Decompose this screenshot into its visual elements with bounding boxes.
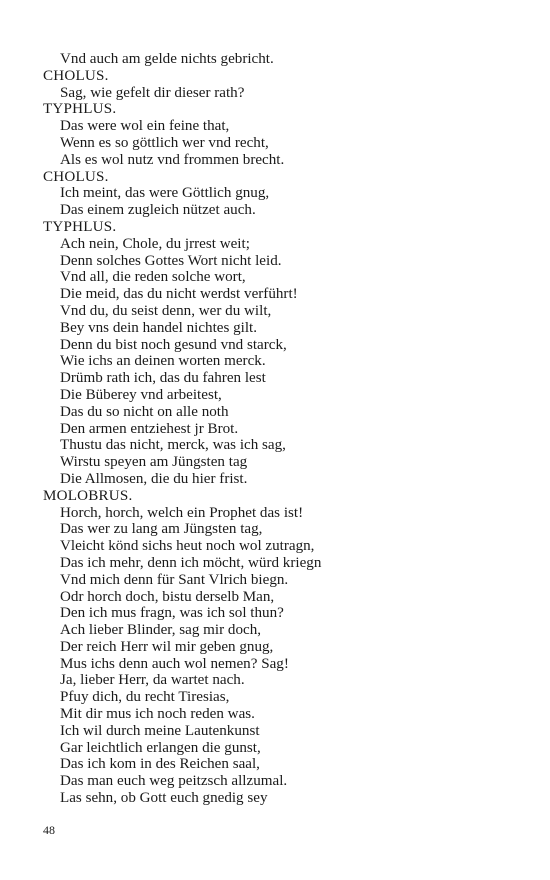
speaker-name: TYPHLUS.: [43, 101, 117, 118]
verse-line: Pfuy dich, du recht Tiresias,: [60, 689, 230, 706]
speaker-name: TYPHLUS.: [43, 218, 117, 235]
verse-line: Mus ichs denn auch wol nemen? Sag!: [60, 655, 289, 672]
verse-line: Vleicht könd sichs heut noch wol zutragn,: [60, 538, 315, 555]
verse-line: Denn du bist noch gesund vnd starck,: [60, 336, 287, 353]
verse-line: Den armen entziehest jr Brot.: [60, 420, 239, 437]
verse-line: Das einem zugleich nützet auch.: [60, 202, 256, 219]
verse-line: Das wer zu lang am Jüngsten tag,: [60, 521, 263, 538]
verse-line: Thustu das nicht, merck, was ich sag,: [60, 437, 286, 454]
verse-line: Las sehn, ob Gott euch gnedig sey: [60, 790, 268, 807]
speaker-name: CHOLUS.: [43, 168, 109, 185]
verse-line: Wirstu speyen am Jüngsten tag: [60, 454, 248, 471]
verse-line: Wie ichs an deinen worten merck.: [60, 353, 266, 370]
verse-line: Ich meint, das were Göttlich gnug,: [60, 185, 270, 202]
verse-line: Vnd all, die reden solche wort,: [60, 269, 246, 286]
verse-line: Sag, wie gefelt dir dieser rath?: [60, 84, 245, 101]
verse-line: Vnd auch am gelde nichts gebricht.: [60, 51, 274, 67]
verse-line: Das man euch weg peitzsch allzumal.: [60, 773, 288, 790]
verse-line: Der reich Herr wil mir geben gnug,: [60, 638, 274, 655]
verse-line: Gar leichtlich erlangen die gunst,: [60, 739, 261, 756]
play-text: [43, 51, 513, 807]
verse-line: Die Allmosen, die du hier frist.: [60, 470, 248, 487]
verse-line: Das ich kom in des Reichen saal,: [60, 756, 260, 773]
verse-line: Als es wol nutz vnd frommen brecht.: [60, 151, 285, 168]
verse-line: Wenn es so göttlich wer vnd recht,: [60, 134, 269, 151]
verse-line: Das were wol ein feine that,: [60, 118, 230, 135]
verse-line: Ach lieber Blinder, sag mir doch,: [60, 622, 262, 639]
verse-line: Denn solches Gottes Wort nicht leid.: [60, 252, 282, 269]
verse-line: Ich wil durch meine Lautenkunst: [60, 722, 260, 739]
verse-line: Horch, horch, welch ein Prophet das ist!: [60, 504, 304, 521]
page-number: 48: [43, 823, 55, 837]
verse-line: Das ich mehr, denn ich möcht, würd kriegn: [60, 554, 322, 571]
verse-line: Das du so nicht on alle noth: [60, 403, 229, 420]
verse-line: Vnd mich denn für Sant Vlrich biegn.: [60, 571, 289, 588]
speaker-name: CHOLUS.: [43, 67, 109, 84]
verse-line: Mit dir mus ich noch reden was.: [60, 706, 255, 723]
verse-line: Drümb rath ich, das du fahren lest: [60, 370, 266, 387]
verse-line: Den ich mus fragn, was ich sol thun?: [60, 605, 284, 622]
verse-line: Odr horch doch, bistu derselb Man,: [60, 588, 275, 605]
verse-line: Bey vns dein handel nichtes gilt.: [60, 319, 258, 336]
verse-line: Vnd du, du seist denn, wer du wilt,: [60, 302, 272, 319]
verse-line: Ach nein, Chole, du jrrest weit;: [60, 235, 250, 252]
verse-line: Ja, lieber Herr, da wartet nach.: [60, 672, 245, 689]
speaker-name: MOLOBRUS.: [43, 487, 133, 504]
verse-line: Die Büberey vnd arbeitest,: [60, 386, 222, 403]
verse-line: Die meid, das du nicht werdst verführt!: [60, 286, 298, 303]
